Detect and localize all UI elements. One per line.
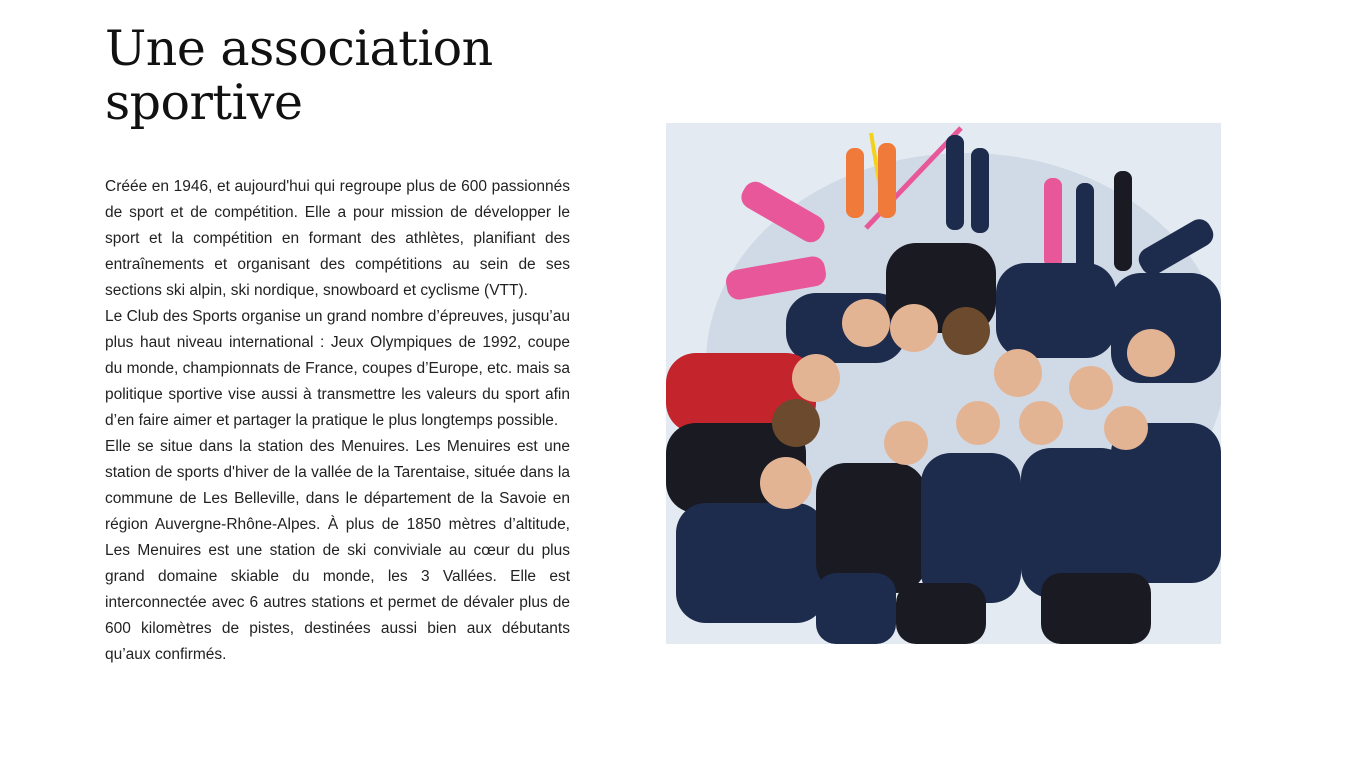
description-text xyxy=(105,174,570,668)
leg xyxy=(1114,171,1132,271)
face xyxy=(1104,406,1148,450)
pants xyxy=(1041,573,1151,644)
face xyxy=(760,457,812,509)
face xyxy=(956,401,1000,445)
face xyxy=(1069,366,1113,410)
face xyxy=(842,299,890,347)
leg xyxy=(878,143,896,218)
face xyxy=(884,421,928,465)
face xyxy=(1127,329,1175,377)
leg xyxy=(1076,183,1094,273)
pants xyxy=(896,583,986,644)
face xyxy=(772,399,820,447)
jacket xyxy=(676,503,826,623)
paragraph-history: Créée en 1946, et aujourd'hui qui regroupe plus de 600 passionnés de sport et de compétition. Elle a pour mission de développer le sport et la compétition en formant des athlètes, planifiant des entraînements et organisant des compétitions au sein de ses sections ski alpin, ski nordique, snowboard et cyclisme (VTT). xyxy=(105,178,570,299)
group-photo xyxy=(666,123,1221,644)
jacket xyxy=(996,263,1116,358)
page-title-line-1: Une association xyxy=(105,20,493,77)
jacket xyxy=(921,453,1021,603)
leg xyxy=(971,148,989,233)
face xyxy=(1019,401,1063,445)
face xyxy=(994,349,1042,397)
group-photo-illustration xyxy=(666,123,1221,644)
leg xyxy=(1044,178,1062,268)
page-title xyxy=(105,22,645,130)
leg xyxy=(946,135,964,230)
face xyxy=(792,354,840,402)
leg xyxy=(846,148,864,218)
face xyxy=(942,307,990,355)
pants xyxy=(816,573,896,644)
paragraph-events: Le Club des Sports organise un grand nombre d’épreuves, jusqu’au plus haut niveau international : Jeux Olympiques de 1992, coupe du monde, championnats de France, coupes d’Europe, etc. mais sa politique sportive vise aussi à transmettre les valeurs du sport afin d’en faire aimer et partager la pratique le plus longtemps possible. xyxy=(105,308,570,429)
paragraph-location: Elle se situe dans la station des Menuires. Les Menuires est une station de sports d'hiver de la vallée de la Tarentaise, située dans la commune de Les Belleville, dans le département de la Savoie en région Auvergne-Rhône-Alpes. À plus de 1850 mètres d’altitude, Les Menuires est une station de ski conviviale au cœur du plus grand domaine skiable du monde, les 3 Vallées. Elle est interconnectée avec 6 autres stations et permet de dévaler plus de 600 kilomètres de pistes, destinées aussi bien aux débutants qu’aux confirmés. xyxy=(105,438,570,663)
page-title-line-2: sportive xyxy=(105,74,303,131)
face xyxy=(890,304,938,352)
